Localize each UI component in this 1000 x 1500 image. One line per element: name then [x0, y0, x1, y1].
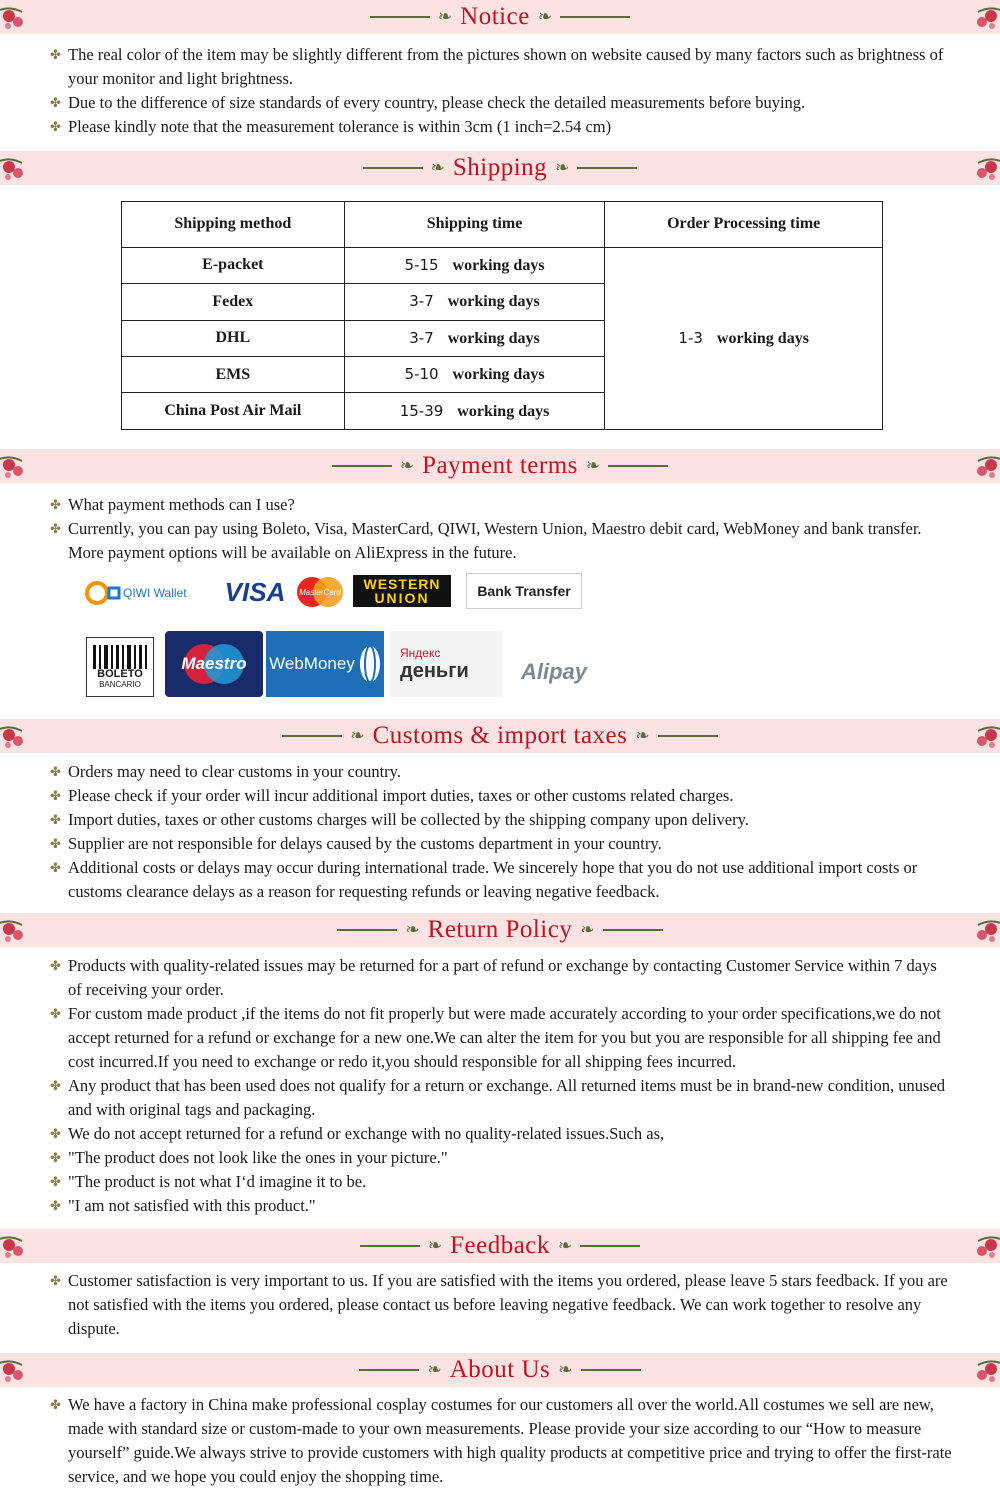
about-list — [50, 1393, 952, 1489]
yandex-money-logo — [390, 631, 502, 697]
shipping-unit: working days — [452, 256, 545, 274]
yandex-text-2: деньги — [400, 660, 469, 682]
ornament-left-icon: ❧ — [399, 456, 415, 475]
ornament-right-icon: ❧ — [537, 7, 553, 26]
section-header-feedback — [0, 1229, 1000, 1263]
rose-corner-icon — [970, 915, 1000, 945]
list-item: ✤ Supplier are not responsible for delays caused by the customs department in your country. — [50, 832, 952, 856]
rose-corner-icon — [970, 2, 1000, 32]
ornament-line — [560, 16, 630, 18]
rose-corner-icon — [0, 451, 30, 481]
list-item: ✤ Please check if your order will incur additional import duties, taxes or other customs related charges. — [50, 784, 952, 808]
ornament-right-icon: ❧ — [635, 726, 650, 745]
section-header-shipping — [0, 151, 1000, 185]
shipping-unit: working days — [452, 366, 545, 384]
shipping-days: 5-10 — [404, 365, 439, 384]
list-item: ✤ For custom made product ,if the items do not fit properly but were made accurately according to your order specifications,we do not accept returned for a refund or exchange for a new one.We can alter the item for you but you are responsible for all shipping fee and cost incurred.If you need to exchange or redo it,you should responsible for all shipping fees incurred. — [50, 1002, 952, 1074]
maestro-logo — [165, 631, 263, 697]
ornament-left-icon: ❧ — [350, 726, 365, 745]
rose-corner-icon — [970, 451, 1000, 481]
list-item: ✤ Import duties, taxes or other customs charges will be collected by the shipping company upon delivery. — [50, 808, 952, 832]
list-item: ✤ What payment methods can I use? — [50, 493, 952, 517]
ornament-line — [359, 1369, 419, 1371]
boleto-text-1: BOLETO — [97, 668, 143, 680]
shipping-table — [121, 201, 883, 430]
list-item: ✤ We have a factory in China make professional cosplay costumes for our customers all over the world.All costumes we sell are new, made with standard size or custom-made to your own measurements. Please provide your size according to our “How to measure yourself” guide.We always strive to provide customers with high quality products at competitive price and trying to offer the first-rate service, and we hope you could enjoy the shopping time. — [50, 1393, 952, 1489]
customs-list — [50, 760, 952, 904]
list-item: ✤ The real color of the item may be slightly different from the pictures shown on website caused by many factors such as brightness of your monitor and light brightness. — [50, 43, 952, 91]
rose-corner-icon — [970, 153, 1000, 183]
ornament-right-icon: ❧ — [555, 158, 570, 177]
visa-logo — [220, 577, 290, 607]
shipping-unit: working days — [457, 402, 550, 420]
list-item: ✤ Products with quality-related issues may be returned for a part of refund or exchange by contacting Customer Service within 7 days of receiving your order. — [50, 954, 952, 1002]
section-title: Payment terms — [422, 452, 578, 479]
ornament-left-icon: ❧ — [427, 1360, 442, 1379]
ornament-left-icon: ❧ — [430, 158, 445, 177]
rose-corner-icon — [0, 153, 30, 183]
webmoney-globe-icon — [359, 644, 381, 684]
bank-transfer-text: Bank Transfer — [477, 583, 571, 599]
shipping-days: 3-7 — [409, 292, 434, 311]
ornament-line — [658, 735, 718, 737]
list-item: ✤ Customer satisfaction is very important to us. If you are satisfied with the items you ordered, please leave 5 stars feedback. If you are not satisfied with the items you ordered, please contact us before leaving negative feedback. We can work together to resolve any dispute. — [50, 1269, 952, 1341]
qiwi-text: QIWI Wallet — [123, 585, 187, 600]
rose-corner-icon — [0, 1231, 30, 1261]
list-item: ✤ Additional costs or delays may occur during international trade. We sincerely hope that you do not use additional import costs or customs clearance delays as a reason for requesting refunds or leaving negative feedback. — [50, 856, 952, 904]
ornament-right-icon: ❧ — [557, 1236, 573, 1255]
shipping-time-cell — [344, 284, 605, 320]
section-title: About Us — [449, 1356, 551, 1383]
table-header-row — [122, 202, 883, 248]
list-item: ✤ Please kindly note that the measurement tolerance is within 3cm (1 inch=2.54 cm) — [50, 115, 952, 139]
ornament-line — [337, 929, 397, 931]
rose-corner-icon — [0, 915, 30, 945]
ornament-line — [282, 735, 342, 737]
list-item: ✤ Orders may need to clear customs in your country. — [50, 760, 952, 784]
payment-logos — [70, 565, 630, 705]
visa-text: VISA — [224, 576, 286, 607]
ornament-line — [363, 167, 423, 169]
shipping-time-cell — [344, 357, 605, 393]
feedback-list — [50, 1269, 952, 1341]
mastercard-text: MasterCard — [299, 587, 341, 597]
ornament-left-icon: ❧ — [427, 1236, 443, 1255]
section-header-return — [0, 913, 1000, 947]
shipping-days: 5-15 — [404, 255, 439, 274]
table-header-cell: Shipping time — [344, 202, 605, 248]
shipping-days: 3-7 — [409, 328, 434, 347]
western-union-text-1: WESTERN — [363, 576, 441, 592]
shipping-time-cell — [344, 393, 605, 430]
ornament-line — [370, 16, 430, 18]
ornament-right-icon: ❧ — [580, 920, 595, 939]
ornament-line — [360, 1245, 420, 1247]
list-item: ✤ Due to the difference of size standards of every country, please check the detailed measurements before buying. — [50, 91, 952, 115]
bank-transfer-logo — [466, 573, 582, 609]
ornament-left-icon: ❧ — [405, 920, 420, 939]
mastercard-logo — [292, 575, 348, 609]
list-item: ✤ "The product does not look like the ones in your picture." — [50, 1146, 952, 1170]
shipping-method-cell: Fedex — [122, 284, 345, 320]
section-header-payment — [0, 449, 1000, 483]
boleto-text-2: BANCARIO — [99, 680, 141, 689]
table-header-cell: Order Processing time — [605, 202, 883, 248]
section-title: Shipping — [452, 154, 548, 181]
payment-list — [50, 493, 952, 565]
rose-corner-icon — [0, 721, 30, 751]
processing-time-cell — [605, 247, 883, 429]
alipay-text: Alipay — [520, 659, 588, 684]
section-title: Feedback — [450, 1232, 550, 1259]
webmoney-text: WebMoney — [269, 654, 355, 673]
ornament-line — [603, 929, 663, 931]
ornament-line — [332, 465, 392, 467]
shipping-method-cell: DHL — [122, 320, 345, 356]
ornament-right-icon: ❧ — [585, 456, 601, 475]
ornament-line — [608, 465, 668, 467]
qiwi-wallet-logo — [80, 575, 190, 611]
rose-corner-icon — [970, 1231, 1000, 1261]
rose-corner-icon — [970, 721, 1000, 751]
ornament-line — [580, 1245, 640, 1247]
ornament-line — [581, 1369, 641, 1371]
barcode-icon — [91, 645, 149, 669]
yandex-text-1: Яндекс — [400, 646, 441, 660]
rose-corner-icon — [0, 1355, 30, 1385]
list-item: ✤ "I am not satisfied with this product." — [50, 1194, 952, 1218]
list-item: ✤ We do not accept returned for a refund or exchange with no quality-related issues.Such as, — [50, 1122, 952, 1146]
maestro-text: Maestro — [181, 654, 247, 673]
ornament-left-icon: ❧ — [437, 7, 453, 26]
shipping-time-cell — [344, 247, 605, 283]
boleto-logo — [86, 637, 154, 697]
rose-corner-icon — [0, 2, 30, 32]
list-item: ✤ Currently, you can pay using Boleto, Visa, MasterCard, QIWI, Western Union, Maestro debit card, WebMoney and bank transfer. More payment options will be available on AliExpress in the future. — [50, 517, 952, 565]
western-union-logo — [353, 575, 451, 607]
alipay-logo — [510, 655, 598, 689]
table-header-cell: Shipping method — [122, 202, 345, 248]
processing-unit: working days — [716, 329, 809, 347]
return-list — [50, 954, 952, 1218]
shipping-method-cell: China Post Air Mail — [122, 393, 345, 430]
shipping-method-cell: EMS — [122, 357, 345, 393]
section-header-about — [0, 1353, 1000, 1387]
rose-corner-icon — [970, 1355, 1000, 1385]
ornament-right-icon: ❧ — [558, 1360, 573, 1379]
notice-list — [50, 43, 952, 139]
shipping-time-cell — [344, 320, 605, 356]
shipping-unit: working days — [447, 329, 540, 347]
western-union-text-2: UNION — [374, 590, 430, 606]
qiwi-icon — [83, 578, 123, 608]
webmoney-logo — [266, 631, 384, 697]
section-title: Return Policy — [427, 916, 573, 943]
section-header-notice — [0, 0, 1000, 34]
section-header-customs — [0, 719, 1000, 753]
section-title: Notice — [460, 3, 530, 30]
list-item: ✤ Any product that has been used does not qualify for a return or exchange. All returned items must be in brand-new condition, unused and with original tags and packaging. — [50, 1074, 952, 1122]
list-item: ✤ "The product is not what I‘d imagine it to be. — [50, 1170, 952, 1194]
table-row — [122, 247, 883, 283]
section-title: Customs & import taxes — [372, 722, 628, 749]
ornament-line — [577, 167, 637, 169]
shipping-days: 15-39 — [399, 401, 444, 420]
shipping-unit: working days — [447, 293, 540, 311]
shipping-method-cell: E-packet — [122, 247, 345, 283]
processing-days: 1-3 — [678, 328, 703, 347]
